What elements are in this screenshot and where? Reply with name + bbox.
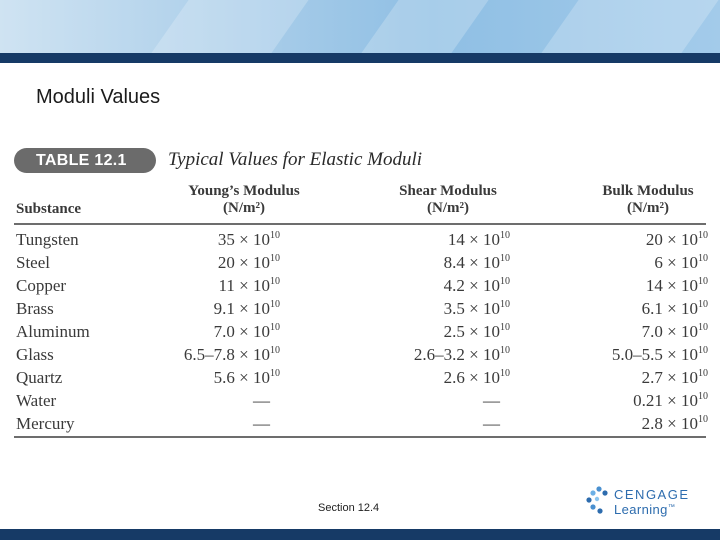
bulk-cell-value: 7.0 × 10	[641, 322, 698, 341]
bulk-cell	[646, 276, 708, 296]
logo-line1: CENGAGE	[614, 487, 690, 502]
table-row	[14, 368, 708, 390]
shear-cell-value: 2.5 × 10	[443, 322, 500, 341]
substance-cell: Water	[16, 391, 57, 410]
exponent: 10	[698, 276, 708, 287]
substance-cell: Tungsten	[16, 230, 79, 249]
bulk-cell-value: 6 × 10	[654, 253, 698, 272]
youngs-cell-value: 7.0 × 10	[213, 322, 270, 341]
substance-cell: Quartz	[16, 368, 63, 387]
youngs-cell-value: 11 × 10	[218, 276, 270, 295]
exponent: 10	[698, 322, 708, 333]
substance-cell: Mercury	[16, 414, 75, 433]
substance-cell: Copper	[16, 276, 67, 295]
shear-cell	[444, 253, 510, 273]
header-bulk-unit: (N/m²)	[627, 200, 669, 216]
shear-cell	[444, 276, 510, 296]
exponent: 10	[698, 345, 708, 356]
shear-cell	[414, 345, 510, 365]
youngs-cell	[184, 345, 280, 365]
table-row	[14, 276, 708, 298]
shear-cell-value: 2.6 × 10	[443, 368, 500, 387]
shear-cell-value: —	[483, 414, 500, 433]
youngs-cell	[218, 230, 280, 250]
shear-cell-value: 14 × 10	[447, 230, 500, 249]
bulk-cell-value: 2.8 × 10	[641, 414, 698, 433]
youngs-cell	[253, 391, 280, 411]
table-row	[14, 253, 708, 275]
substance-cell: Steel	[16, 253, 50, 272]
youngs-cell	[253, 414, 280, 434]
shear-cell-value: 3.5 × 10	[443, 299, 500, 318]
header-bulk-label: Bulk Modulus	[602, 183, 694, 199]
exponent: 10	[698, 253, 708, 264]
header-rule	[14, 223, 706, 225]
youngs-cell-value: —	[253, 391, 270, 410]
exponent: 10	[500, 299, 510, 310]
table-row	[14, 230, 708, 252]
shear-cell	[444, 322, 510, 342]
section-label: Section 12.4	[318, 502, 380, 514]
shear-cell-value: 4.2 × 10	[443, 276, 500, 295]
header-substance-label: Substance	[16, 201, 82, 217]
bulk-cell	[633, 391, 708, 411]
shear-cell	[448, 230, 510, 250]
bottom-rule	[14, 436, 706, 438]
table-badge: TABLE 12.1	[14, 148, 156, 173]
logo-line2	[614, 502, 675, 517]
cengage-logo	[584, 485, 694, 521]
exponent: 10	[698, 368, 708, 379]
exponent: 10	[500, 345, 510, 356]
logo-trademark: ™	[667, 504, 676, 511]
shear-cell-value: —	[483, 391, 500, 410]
youngs-cell-value: —	[253, 414, 270, 433]
substance-cell: Glass	[16, 345, 54, 364]
youngs-cell	[218, 253, 280, 273]
bottom-bar	[0, 529, 720, 540]
bulk-cell	[642, 299, 708, 319]
bulk-cell-value: 5.0–5.5 × 10	[611, 345, 698, 364]
youngs-cell	[214, 299, 280, 319]
table-row	[14, 322, 708, 344]
table-caption: Typical Values for Elastic Moduli	[168, 149, 423, 170]
youngs-cell	[214, 368, 280, 388]
table-row	[14, 299, 708, 321]
exponent: 10	[698, 299, 708, 310]
header-youngs-label: Young’s Modulus	[188, 183, 300, 199]
bulk-cell	[646, 230, 708, 250]
banner-facet	[541, 0, 718, 53]
top-bar	[0, 53, 720, 63]
bulk-cell-value: 14 × 10	[645, 276, 698, 295]
exponent: 10	[270, 299, 280, 310]
header-youngs-unit: (N/m²)	[223, 200, 265, 216]
shear-cell	[483, 414, 510, 434]
bulk-cell-value: 20 × 10	[645, 230, 698, 249]
header-substance	[16, 201, 81, 218]
exponent: 10	[698, 414, 708, 425]
exponent: 10	[270, 276, 280, 287]
youngs-cell-value: 6.5–7.8 × 10	[183, 345, 270, 364]
exponent: 10	[270, 322, 280, 333]
header-shear-label: Shear Modulus	[399, 183, 497, 199]
exponent: 10	[500, 368, 510, 379]
table-row	[14, 345, 708, 367]
substance-cell: Aluminum	[16, 322, 90, 341]
bulk-cell	[642, 414, 708, 434]
exponent: 10	[698, 391, 708, 402]
exponent: 10	[500, 322, 510, 333]
slide-title: Moduli Values	[36, 86, 161, 108]
banner-facet	[361, 0, 488, 53]
logo-line2-text: Learning	[614, 502, 668, 517]
table-row	[14, 414, 708, 436]
shear-cell	[444, 368, 510, 388]
banner-facet	[151, 0, 308, 53]
exponent: 10	[270, 253, 280, 264]
header-youngs	[174, 183, 314, 217]
youngs-cell	[219, 276, 280, 296]
youngs-cell-value: 20 × 10	[217, 253, 270, 272]
header-shear-unit: (N/m²)	[427, 200, 469, 216]
bulk-cell-value: 6.1 × 10	[641, 299, 698, 318]
shear-cell	[483, 391, 510, 411]
substance-cell: Brass	[16, 299, 54, 318]
shear-cell	[444, 299, 510, 319]
header-bulk	[578, 183, 718, 217]
youngs-cell-value: 9.1 × 10	[213, 299, 270, 318]
exponent: 10	[270, 368, 280, 379]
bulk-cell-value: 0.21 × 10	[633, 391, 698, 410]
youngs-cell	[214, 322, 280, 342]
youngs-cell-value: 5.6 × 10	[213, 368, 270, 387]
cengage-dots-icon	[584, 486, 612, 516]
header-shear	[378, 183, 518, 217]
bulk-cell	[654, 253, 708, 273]
top-banner	[0, 0, 720, 53]
exponent: 10	[500, 276, 510, 287]
bulk-cell	[642, 322, 708, 342]
table-header	[14, 183, 708, 223]
bulk-cell	[642, 368, 708, 388]
youngs-cell-value: 35 × 10	[217, 230, 270, 249]
shear-cell-value: 2.6–3.2 × 10	[413, 345, 500, 364]
exponent: 10	[500, 230, 510, 241]
exponent: 10	[270, 345, 280, 356]
bulk-cell	[612, 345, 708, 365]
table-row	[14, 391, 708, 413]
shear-cell-value: 8.4 × 10	[443, 253, 500, 272]
exponent: 10	[500, 253, 510, 264]
bulk-cell-value: 2.7 × 10	[641, 368, 698, 387]
exponent: 10	[270, 230, 280, 241]
exponent: 10	[698, 230, 708, 241]
